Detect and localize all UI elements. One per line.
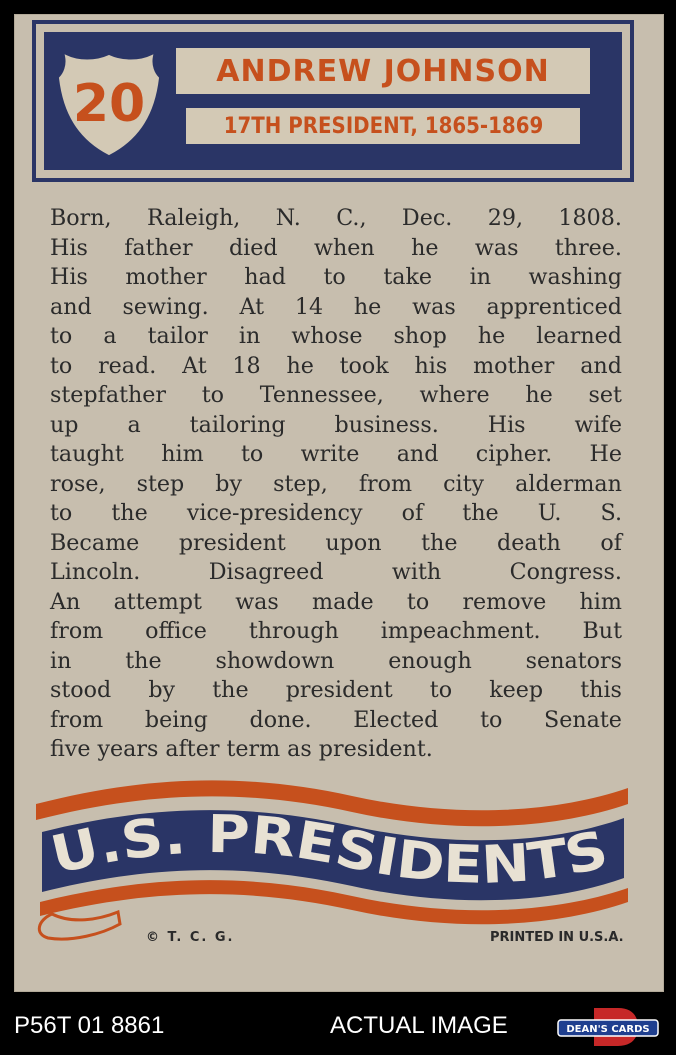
actual-image-label: ACTUAL IMAGE <box>330 1012 508 1039</box>
bio-word: had <box>244 264 286 290</box>
bio-line <box>50 234 622 264</box>
trading-card <box>14 14 664 992</box>
listing-footer <box>0 1004 676 1050</box>
bio-line <box>50 440 622 470</box>
bio-line <box>50 322 622 352</box>
bio-word: 14 <box>294 293 324 320</box>
bio-word: He <box>589 441 622 467</box>
bio-word: president <box>285 677 393 703</box>
bio-word: At <box>182 352 207 379</box>
bio-word: to <box>50 352 73 379</box>
bio-line <box>50 706 622 736</box>
header-panel <box>44 32 622 170</box>
bio-word: from <box>358 470 413 497</box>
bio-word: cipher. <box>475 441 553 467</box>
bio-word: up <box>50 411 79 438</box>
bio-word: wife <box>574 411 622 438</box>
bio-line <box>50 352 622 382</box>
bio-word: showdown <box>215 647 335 674</box>
bio-word: to <box>50 500 73 526</box>
bio-word: keep <box>489 677 544 703</box>
bio-word: in <box>50 647 72 674</box>
bio-word: was <box>235 588 279 615</box>
bio-line <box>50 470 622 500</box>
bio-word: he <box>525 382 553 408</box>
bio-word: him <box>579 588 622 615</box>
bio-word: set <box>588 382 622 408</box>
bio-word: upon <box>325 529 382 556</box>
bio-word: by <box>215 470 243 497</box>
bio-word: him <box>161 441 204 467</box>
bio-line <box>50 529 622 559</box>
bio-word: as <box>287 736 312 762</box>
bio-word: president <box>178 529 286 556</box>
bio-line <box>50 293 622 323</box>
sku-code: P56T 01 8861 <box>14 1012 165 1039</box>
bio-word: to <box>50 323 73 349</box>
bio-word: tailor <box>147 323 208 349</box>
bio-word: five <box>50 736 91 762</box>
bio-word: whose <box>291 323 363 349</box>
bio-word: and <box>396 441 439 467</box>
svg-text:DEAN'S CARDS: DEAN'S CARDS <box>566 1024 650 1035</box>
bio-word: alderman <box>515 470 622 497</box>
bio-word: But <box>582 618 622 644</box>
bio-word: was <box>474 234 519 261</box>
bio-word: apprenticed <box>486 293 622 320</box>
bio-word: enough <box>388 647 472 674</box>
bio-word: done. <box>249 706 312 733</box>
bio-word: he <box>411 234 439 261</box>
bio-word: father <box>124 234 193 261</box>
biography-text <box>50 204 622 765</box>
bio-line <box>50 263 622 293</box>
bio-word: take <box>383 264 433 290</box>
bio-line <box>50 735 622 765</box>
bio-word: business. <box>334 411 439 438</box>
bio-word: the <box>462 500 499 526</box>
bio-word: made <box>312 588 374 615</box>
bio-word: C., <box>336 205 367 231</box>
bio-word: 18 <box>232 352 261 379</box>
deans-cards-logo-icon <box>556 1006 660 1048</box>
bio-word: step, <box>273 470 328 497</box>
bio-word: Tennessee, <box>259 382 384 408</box>
bio-word: mother <box>473 352 555 379</box>
bio-word: he <box>286 352 314 379</box>
bio-word: stepfather <box>50 382 167 408</box>
bio-line <box>50 676 622 706</box>
bio-word: term <box>226 736 281 762</box>
president-term: 17TH PRESIDENT, 1865-1869 <box>223 113 543 139</box>
bio-word: Lincoln. <box>50 559 141 585</box>
bio-word: he <box>477 323 506 349</box>
bio-word: the <box>125 647 162 674</box>
bio-line <box>50 617 622 647</box>
deans-cards-logo[interactable] <box>556 1006 660 1048</box>
bio-word: Senate <box>544 706 622 733</box>
bio-word: after <box>165 736 220 762</box>
bio-line <box>50 204 622 234</box>
bio-word: His <box>50 264 88 290</box>
bio-word: shop <box>393 323 447 349</box>
bio-word: in <box>469 264 491 290</box>
bio-word: Disagreed <box>208 559 324 585</box>
bio-word: mother <box>125 264 207 290</box>
bio-word: 1808. <box>558 205 622 231</box>
bio-word: learned <box>536 323 622 349</box>
bio-word: was <box>412 293 456 320</box>
bio-word: read. <box>98 352 157 379</box>
bio-word: he <box>353 293 382 320</box>
bio-word: a <box>103 323 117 349</box>
bio-word: Raleigh, <box>147 205 241 231</box>
bio-word: when <box>314 234 375 261</box>
bio-word: through <box>248 618 339 644</box>
bio-word: a <box>127 411 141 438</box>
banner-title: U.S. PRESIDENTS <box>45 804 610 896</box>
shield-badge <box>58 52 160 158</box>
bio-word: to <box>429 677 453 703</box>
title-plate <box>186 108 580 144</box>
bio-line <box>50 647 622 677</box>
printed-in-usa-text: PRINTED IN U.S.A. <box>490 930 624 945</box>
bio-word: by <box>148 677 176 703</box>
bio-word: step <box>136 470 185 497</box>
bio-word: three. <box>554 234 622 261</box>
bio-word: remove <box>462 588 547 615</box>
bio-word: attempt <box>113 588 202 615</box>
bio-word: city <box>443 470 485 497</box>
bio-word: Became <box>50 529 140 556</box>
bio-word: S. <box>600 500 622 526</box>
bio-word: his <box>414 352 448 379</box>
bio-word: office <box>145 618 207 644</box>
bio-word: being <box>144 706 208 733</box>
bio-word: to <box>323 264 346 290</box>
bio-line <box>50 411 622 441</box>
bio-word: impeachment. <box>380 618 541 644</box>
bio-word: the <box>421 529 458 556</box>
president-name: ANDREW JOHNSON <box>216 53 550 89</box>
us-presidents-banner <box>32 774 632 944</box>
bio-word: senators <box>525 647 622 674</box>
bio-word: death <box>497 529 561 556</box>
bio-word: washing <box>528 264 622 290</box>
bio-line <box>50 588 622 618</box>
bio-word: and <box>50 293 92 320</box>
bio-word: vice-presidency <box>186 500 363 526</box>
bio-word: where <box>419 382 490 408</box>
bio-word: His <box>50 234 88 261</box>
bio-word: in <box>238 323 261 349</box>
bio-word: of <box>600 529 622 556</box>
bio-word: president. <box>318 736 433 762</box>
bio-word: from <box>50 618 104 644</box>
bio-word: N. <box>275 205 301 231</box>
bio-word: the <box>212 677 249 703</box>
card-number: 20 <box>72 74 146 134</box>
bio-word: write <box>300 441 360 467</box>
bio-word: Born, <box>50 205 112 231</box>
bio-word: with <box>391 559 442 585</box>
bio-word: to <box>480 706 503 733</box>
bio-line <box>50 381 622 411</box>
bio-word: Dec. <box>401 205 453 231</box>
bio-word: Elected <box>353 706 439 733</box>
bio-word: sewing. <box>122 293 209 320</box>
name-plate <box>176 48 590 94</box>
bio-word: His <box>487 411 526 438</box>
bio-word: U. <box>537 500 562 526</box>
bio-word: from <box>50 706 104 733</box>
bio-word: 29, <box>487 205 524 231</box>
bio-word: took <box>339 352 389 379</box>
bio-word: died <box>228 234 278 261</box>
bio-word: Congress. <box>509 559 622 585</box>
bio-word: stood <box>50 677 112 703</box>
bio-line <box>50 499 622 529</box>
bio-word: rose, <box>50 470 106 497</box>
bio-word: taught <box>50 441 124 467</box>
bio-word: and <box>580 352 622 379</box>
bio-line <box>50 558 622 588</box>
bio-word: years <box>97 736 159 762</box>
bio-word: this <box>580 677 622 703</box>
bio-word: to <box>201 382 225 408</box>
copyright-text: © T. C. G. <box>146 930 235 945</box>
bio-word: tailoring <box>189 411 286 438</box>
bio-word: of <box>401 500 424 526</box>
bio-word: to <box>406 588 430 615</box>
card-header <box>32 20 634 182</box>
bio-word: the <box>111 500 148 526</box>
bio-word: At <box>239 293 265 320</box>
bio-word: An <box>50 588 81 615</box>
bio-word: to <box>240 441 264 467</box>
